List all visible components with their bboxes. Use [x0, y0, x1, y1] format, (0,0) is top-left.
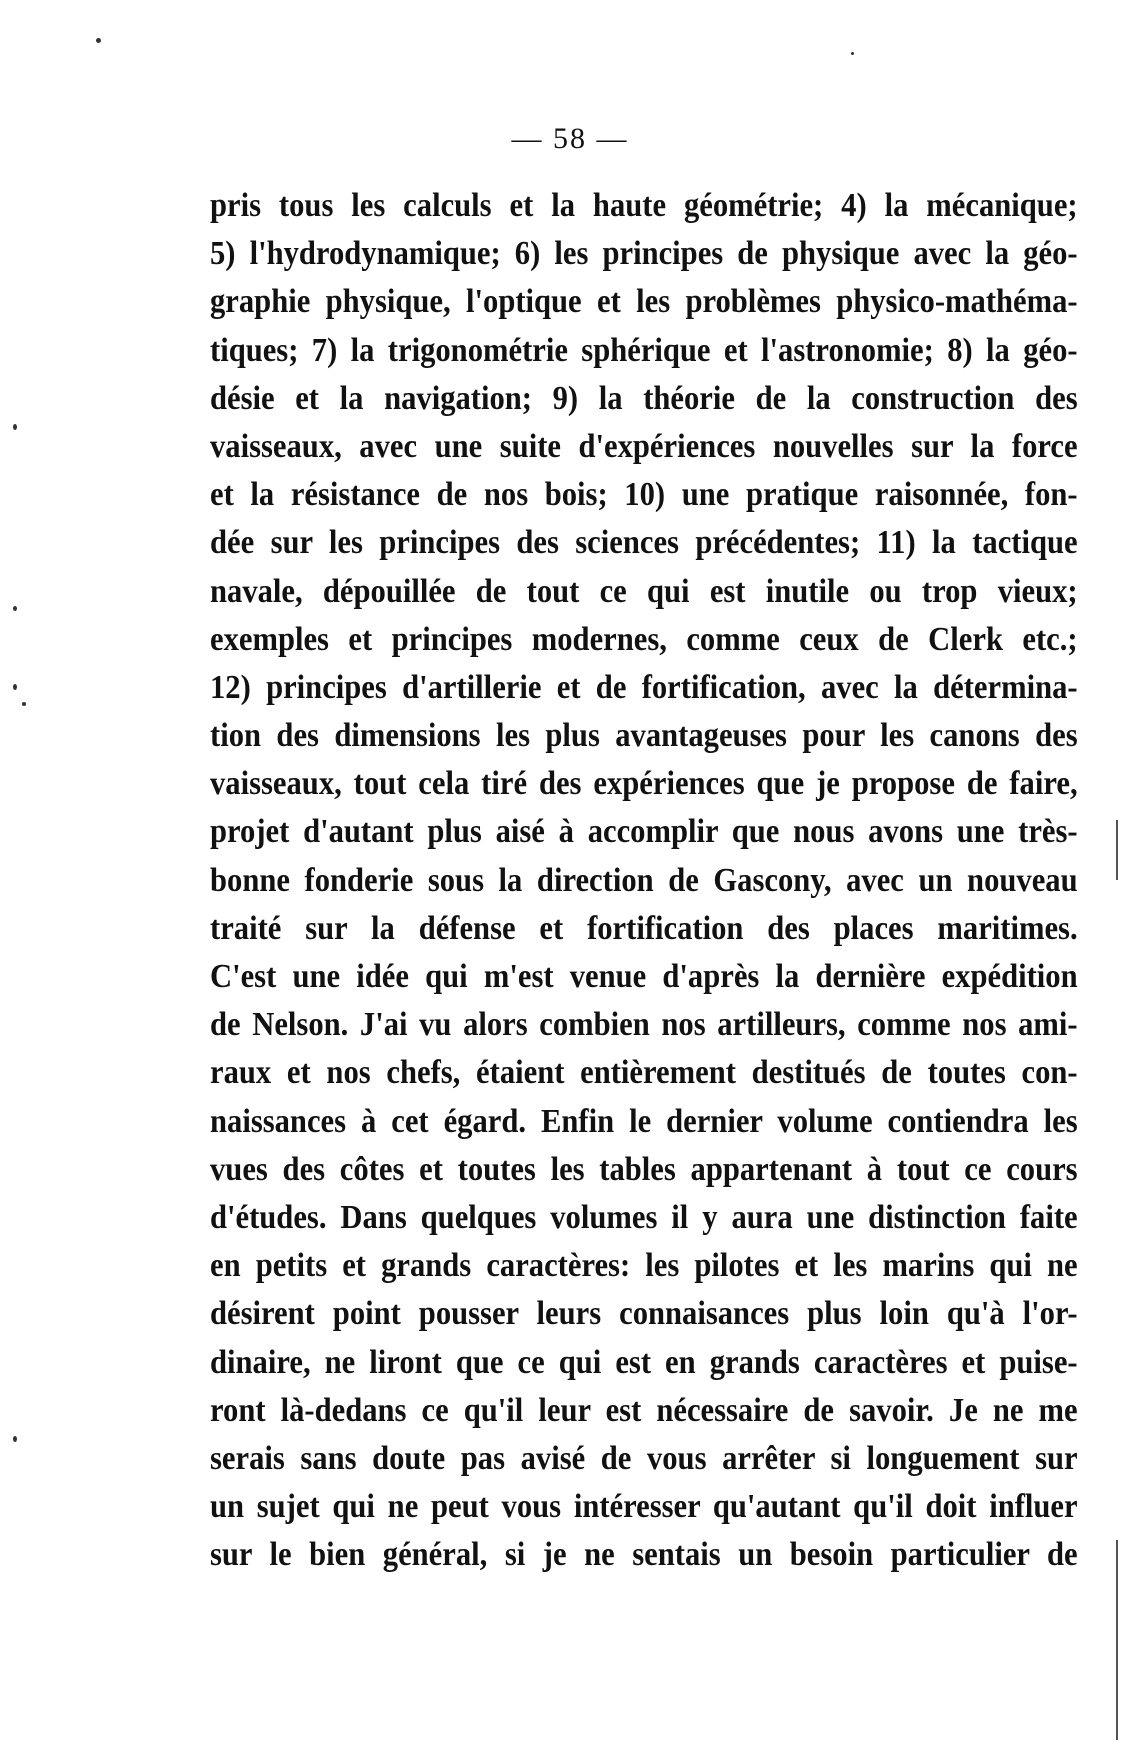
text-line: pris tous les calculs et la haute géométrie; 4) la mécanique; — [210, 187, 1078, 224]
text-line: ront là-dedans ce qu'il leur est nécessaire de savoir. Je ne me — [210, 1391, 1078, 1429]
text-line: tiques; 7) la trigonométrie sphérique et l'astronomie; 8) la géo- — [210, 331, 1078, 369]
scan-speck — [96, 38, 101, 43]
text-line: 12) principes d'artillerie et de fortification, avec la détermina- — [210, 668, 1078, 706]
body-text — [210, 182, 1078, 1579]
text-line: désie et la navigation; 9) la théorie de la construction des — [210, 379, 1078, 417]
text-line: naissances à cet égard. Enfin le dernier volume contiendra les — [210, 1102, 1078, 1140]
text-line: traité sur la défense et fortification des places maritimes. — [210, 909, 1078, 947]
text-line: vues des côtes et toutes les tables appartenant à tout ce cours — [210, 1150, 1078, 1188]
text-line: 5) l'hydrodynamique; 6) les principes de physique avec la géo- — [210, 235, 1078, 273]
text-line: raux et nos chefs, étaient entièrement destitués de toutes con- — [210, 1054, 1078, 1092]
text-line: graphie physique, l'optique et les problèmes physico-mathéma- — [210, 283, 1078, 321]
scan-edge-mark — [1116, 820, 1118, 880]
text-line: dée sur les principes des sciences précédentes; 11) la tactique — [210, 524, 1078, 562]
text-line: projet d'autant plus aisé à accomplir que nous avons une très- — [210, 813, 1078, 851]
scan-speck — [13, 424, 17, 430]
text-line: et la résistance de nos bois; 10) une pratique raisonnée, fon- — [210, 476, 1078, 514]
text-line: un sujet qui ne peut vous intéresser qu'autant qu'il doit influer — [210, 1488, 1078, 1526]
scan-speck — [22, 702, 26, 706]
text-line: bonne fonderie sous la direction de Gascony, avec un nouveau — [210, 861, 1078, 899]
scan-speck — [13, 606, 17, 611]
text-line: exemples et principes modernes, comme ceux de Clerk etc.; — [210, 620, 1078, 658]
text-line: vaisseaux, tout cela tiré des expériences que je propose de faire, — [210, 765, 1078, 803]
scan-speck — [13, 1436, 17, 1442]
text-line: de Nelson. J'ai vu alors combien nos artilleurs, comme nos ami- — [210, 1006, 1078, 1044]
text-line: sur le bien général, si je ne sentais un besoin particulier de — [210, 1536, 1078, 1574]
text-line: en petits et grands caractères: les pilotes et les marins qui ne — [210, 1247, 1078, 1285]
page-number: — 58 — — [511, 122, 629, 155]
text-line: C'est une idée qui m'est venue d'après la dernière expédition — [210, 958, 1078, 995]
text-line: désirent point pousser leurs connaisances plus loin qu'à l'or- — [210, 1295, 1078, 1333]
scan-edge-mark — [1116, 1540, 1118, 1740]
scan-speck — [13, 684, 17, 690]
text-line: tion des dimensions les plus avantageuses pour les canons des — [210, 717, 1078, 755]
text-line: vaisseaux, avec une suite d'expériences nouvelles sur la force — [210, 427, 1078, 465]
text-line: dinaire, ne liront que ce qui est en grands caractères et puise- — [210, 1343, 1078, 1381]
text-line: serais sans doute pas avisé de vous arrêter si longuement sur — [210, 1439, 1078, 1477]
scan-speck — [851, 52, 854, 55]
text-line: navale, dépouillée de tout ce qui est inutile ou trop vieux; — [210, 572, 1078, 610]
text-line: d'études. Dans quelques volumes il y aura une distinction faite — [210, 1198, 1078, 1236]
